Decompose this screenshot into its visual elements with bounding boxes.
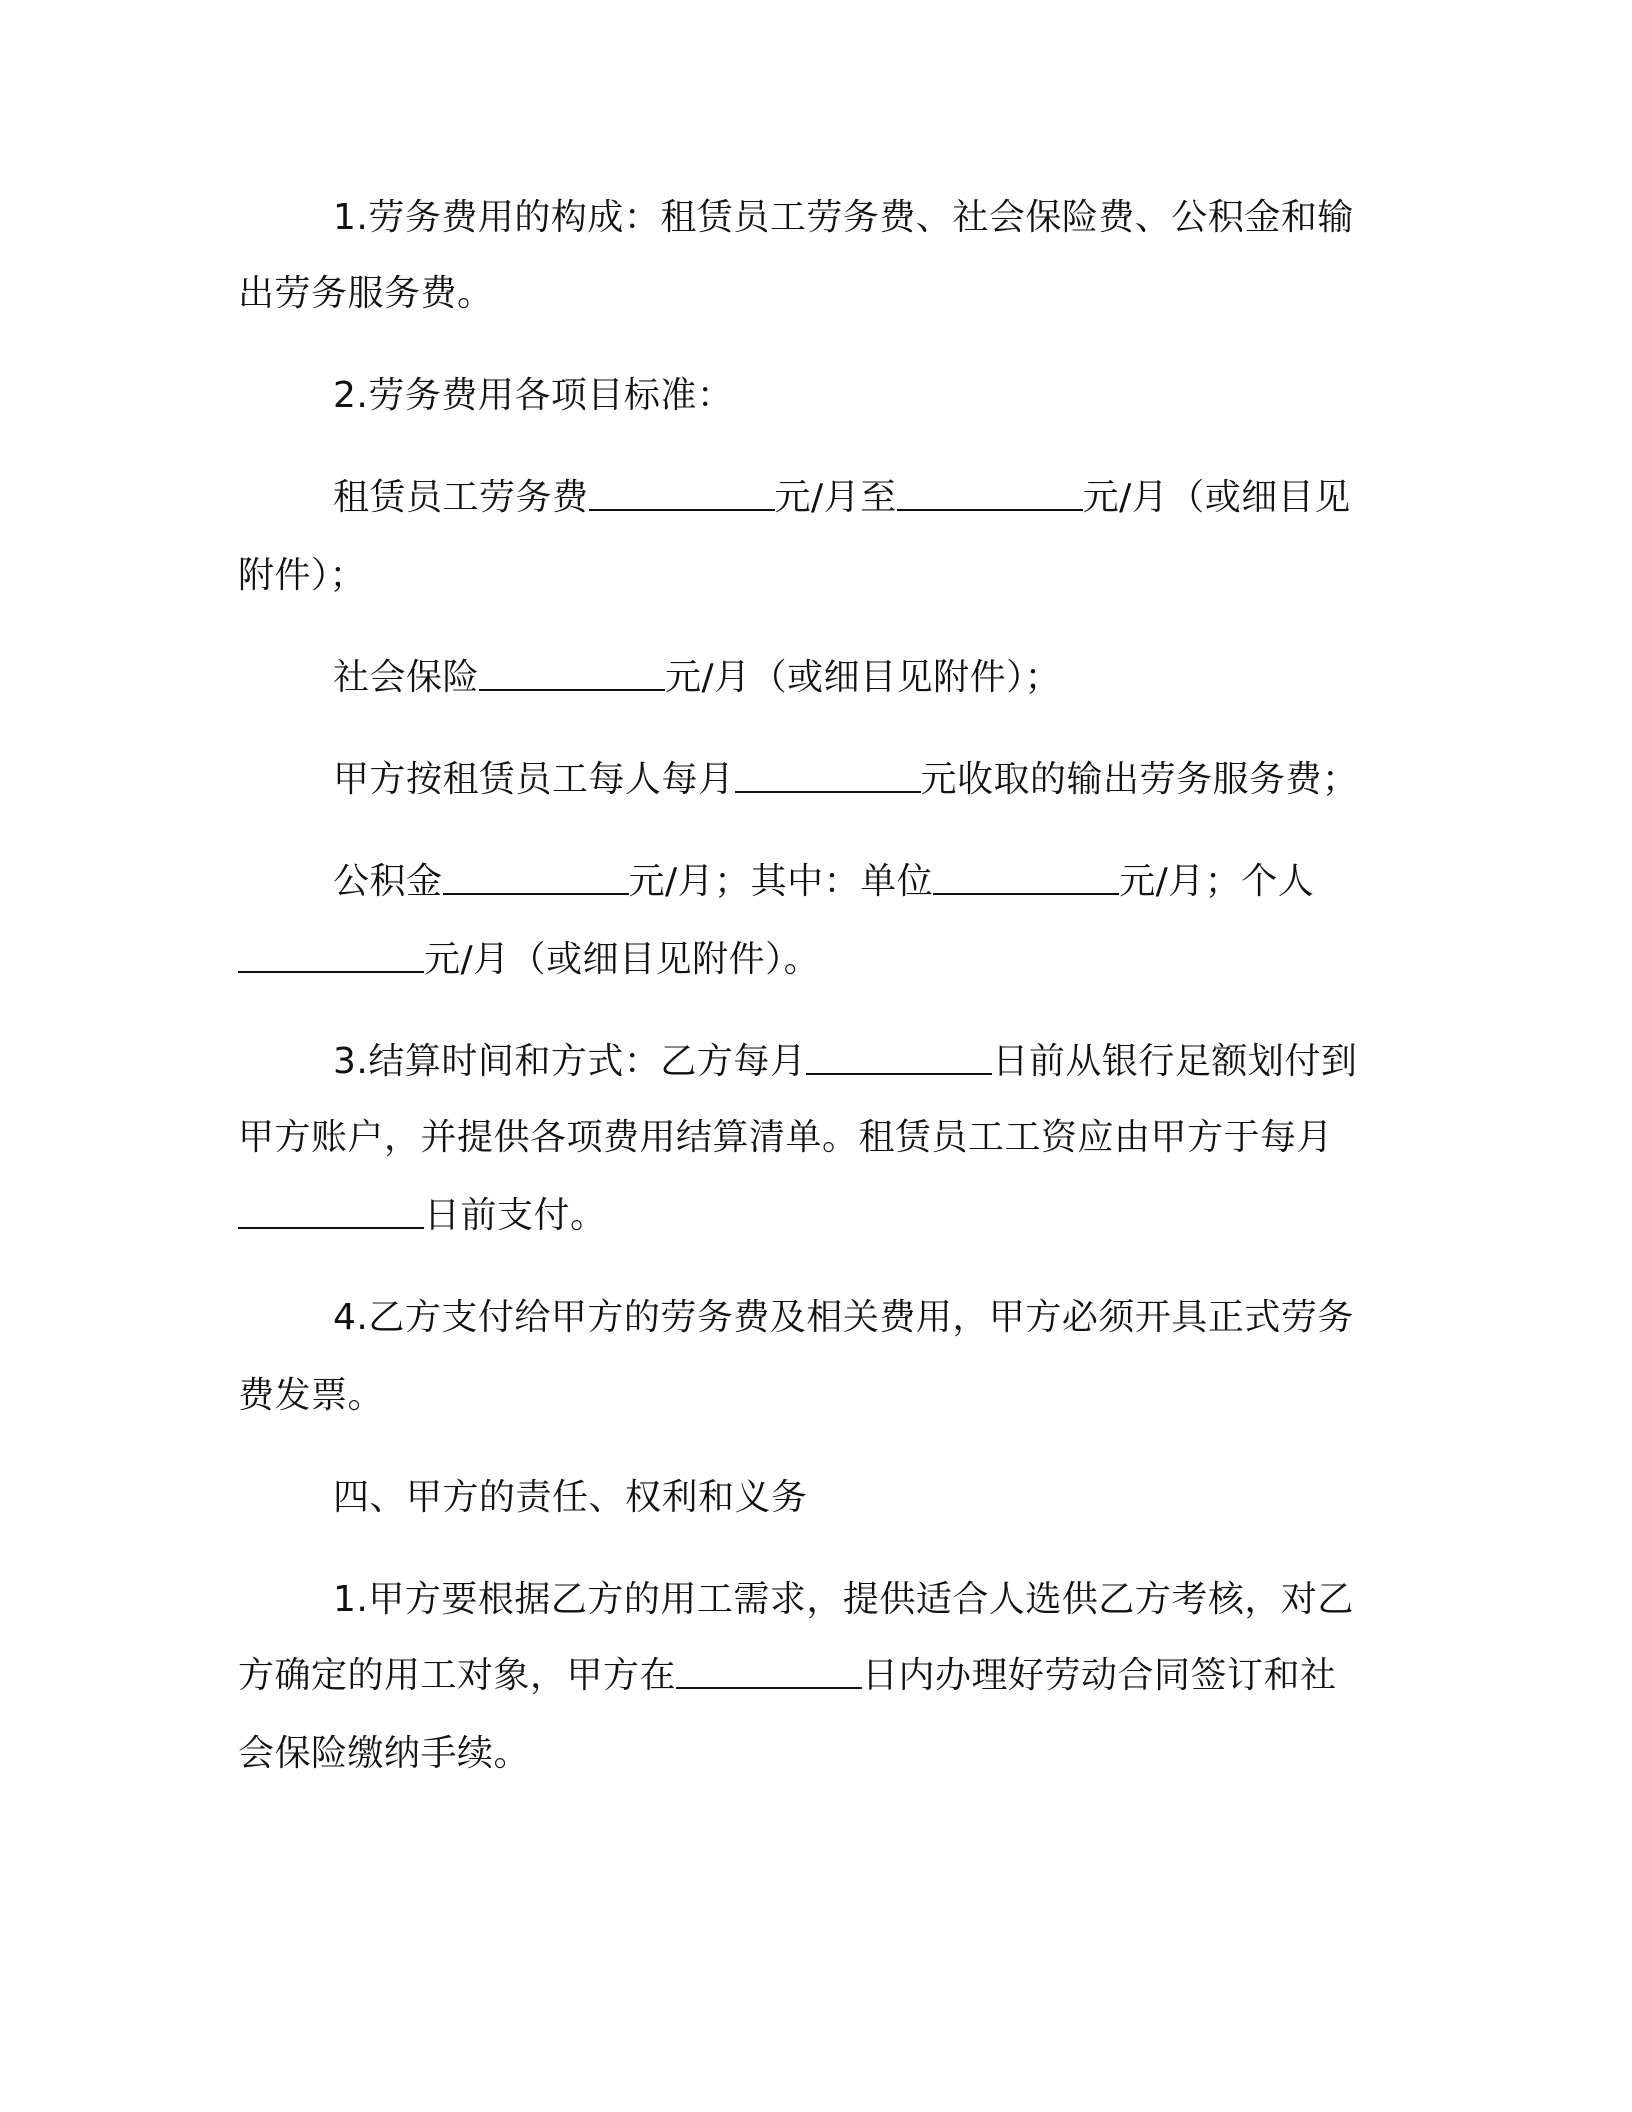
text-segment: 日内办理好劳动合同签订和社 [862,1655,1337,1696]
text-segment: 元/月（或细目见 [1082,477,1351,518]
paragraph-fee-composition-cont [238,272,494,316]
fill-in-blank[interactable] [897,477,1083,511]
text-segment: 元/月（或细目见附件）。 [424,939,821,980]
fill-in-blank[interactable] [238,1195,424,1229]
paragraph-settlement [333,1040,1357,1084]
paragraph-fee-composition [333,196,1354,240]
section-heading-party-a [333,1476,808,1520]
text-segment: 元/月；个人 [1119,861,1315,902]
paragraph-invoice [333,1296,1354,1340]
text-segment: 社会保险 [333,657,480,698]
fill-in-blank[interactable] [676,1655,862,1689]
paragraph-fee-standards [333,374,733,418]
fill-in-blank[interactable] [443,861,629,895]
text-line: 附件）； [238,555,367,596]
text-line: 费发票。 [238,1375,385,1416]
fill-in-blank[interactable] [589,477,775,511]
text-segment: 元/月；其中：单位 [628,861,934,902]
paragraph-social-insurance [333,656,1061,700]
text-segment: 日前从银行足额划付到 [992,1041,1358,1082]
fill-in-blank[interactable] [238,939,424,973]
fill-in-blank[interactable] [933,861,1119,895]
text-segment: 方确定的用工对象，甲方在 [238,1655,677,1696]
paragraph-labor-fee-cont [238,554,366,598]
text-line: 会保险缴纳手续。 [238,1733,531,1774]
text-segment: 元收取的输出劳务服务费； [920,759,1359,800]
paragraph-party-a-duty-cont2 [238,1732,530,1776]
paragraph-housing-fund [333,860,1314,904]
paragraph-labor-fee [333,476,1351,520]
text-line: 4.乙方支付给甲方的劳务费及相关费用，甲方必须开具正式劳务 [333,1297,1354,1338]
text-line: 甲方账户，并提供各项费用结算清单。租赁员工工资应由甲方于每月 [238,1117,1334,1158]
paragraph-party-a-duty [333,1578,1354,1622]
text-line: 2.劳务费用各项目标准： [333,375,734,416]
text-line: 出劳务服务费。 [238,273,494,314]
text-segment: 3.结算时间和方式：乙方每月 [333,1041,807,1082]
text-segment: 公积金 [333,861,443,902]
text-segment: 元/月（或细目见附件）； [665,657,1062,698]
paragraph-service-fee [333,758,1359,802]
paragraph-housing-fund-cont [238,938,820,982]
fill-in-blank[interactable] [479,657,665,691]
text-line: 1.甲方要根据乙方的用工需求，提供适合人选供乙方考核，对乙 [333,1579,1354,1620]
paragraph-invoice-cont [238,1374,384,1418]
text-segment: 元/月至 [774,477,897,518]
paragraph-party-a-duty-cont [238,1654,1337,1698]
section-heading: 四、甲方的责任、权利和义务 [333,1477,808,1518]
text-segment: 日前支付。 [424,1195,607,1236]
paragraph-settlement-cont [238,1116,1333,1160]
text-line: 1.劳务费用的构成：租赁员工劳务费、社会保险费、公积金和输 [333,197,1354,238]
text-segment: 租赁员工劳务费 [333,477,589,518]
text-segment: 甲方按租赁员工每人每月 [333,759,735,800]
fill-in-blank[interactable] [735,759,921,793]
paragraph-settlement-cont2 [238,1194,607,1238]
fill-in-blank[interactable] [806,1041,992,1075]
